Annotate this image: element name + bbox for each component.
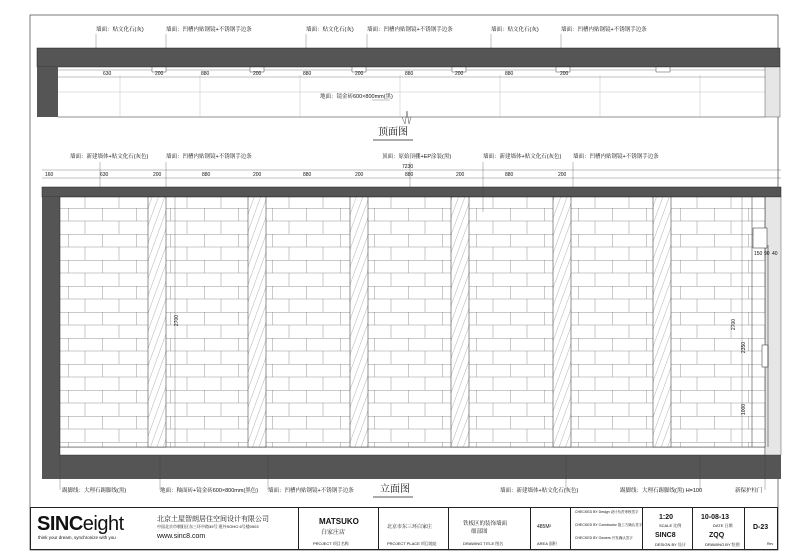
elevation-left-wall [42, 197, 60, 455]
sinc-logo [37, 514, 124, 535]
area-label: AREA 面积 [537, 541, 557, 546]
ceiling-dim: 880 [405, 71, 414, 77]
elev-dim: 200 [153, 172, 162, 178]
elev-bottom-label-2: 地面：釉面砖+镜金砖600×800mm(黑色) [160, 488, 259, 494]
sheet-cell [745, 508, 777, 549]
title-block [30, 507, 778, 550]
elev-dim: 880 [202, 172, 211, 178]
project-label: PROJECT 项目名称 [313, 541, 349, 546]
project-place: 北京市东三环白家庄 [387, 524, 433, 530]
elevation-ceiling-band [42, 187, 781, 197]
company-name: 北京土屋智朗居住空间设计有限公司 [157, 516, 269, 523]
designed-label: DESIGN BY 设计 [655, 542, 686, 547]
elev-dim: 200 [456, 172, 465, 178]
elev-top-label-5: 墙面：凹槽内贴钢镜+不锈钢手边条 [573, 154, 659, 160]
ceiling-label-6: 墙面：凹槽内贴钢镜+不锈钢手边条 [561, 27, 647, 33]
project-cell [299, 508, 379, 549]
elev-overall-dim: 7230 [402, 164, 414, 170]
elev-top-label-3: 顶面：原始顶棚+EP涂装(黑) [382, 154, 452, 160]
date-label: DATE 日期 [713, 523, 733, 528]
elev-dim: 880 [505, 172, 514, 178]
ceiling-dim: 200 [455, 71, 464, 77]
ceiling-dim: 630 [103, 71, 112, 77]
elev-bottom-label-5: 踢脚线：大理石踢脚线(黑) H=100 [620, 488, 703, 494]
rev-label: Rev [767, 542, 774, 546]
checked-constructor: CHECKED BY Constructor 施工方确认签字 [575, 523, 643, 527]
project-name: MATSUKO [319, 517, 359, 526]
ceiling-label-4: 墙面：凹槽内贴钢镜+不锈钢手边条 [367, 27, 453, 33]
elev-height-dim: 2700 [174, 314, 181, 327]
ceiling-floor-note: 地面：镜金砖600×800mm(黑) [320, 94, 393, 100]
sheet-number: D-23 [753, 524, 769, 531]
elev-bottom-label-6: 新保护柱门 [735, 488, 763, 494]
ceiling-plan [37, 34, 780, 140]
elev-top-label-2: 墙面：凹槽内贴钢镜+不锈钢手边条 [166, 154, 252, 160]
ceiling-label-3: 墙面：贴文化石(灰) [306, 27, 354, 33]
ceiling-dim: 200 [253, 71, 262, 77]
elev-right-dim: 2700 [731, 318, 738, 331]
drawn-by: ZQQ [709, 532, 725, 539]
place-cell [379, 508, 449, 549]
elev-dim: 880 [405, 172, 414, 178]
elev-dim: 630 [100, 172, 109, 178]
elev-right-dim: 1000 [741, 403, 748, 416]
area-cell [531, 508, 571, 549]
area-value: 485M² [537, 524, 552, 530]
ceiling-wall-band [37, 48, 780, 67]
drawn-label: DRAWING BY 绘图 [705, 542, 740, 547]
ceiling-dim: 200 [355, 71, 364, 77]
scale-cell [643, 508, 693, 549]
ceiling-label-5: 墙面：贴文化石(灰) [491, 27, 539, 33]
elev-bottom-label-1: 踢脚线：大理石踢脚线(黑) [62, 488, 127, 494]
ceiling-dim: 880 [303, 71, 312, 77]
elev-right-dim: 40 [772, 251, 778, 257]
elev-dim: 880 [303, 172, 312, 178]
logo-tagline: think your dream, synchronize with you [38, 535, 116, 540]
elevation-skirting [60, 447, 765, 455]
elevation-right-zone [765, 197, 781, 455]
date-value: 10-08-13 [701, 514, 730, 521]
ceiling-dim: 200 [560, 71, 569, 77]
ceiling-dim: 880 [505, 71, 514, 77]
company-address: 中国北京市朝阳区东三环中路39号 建外SOHO 6号楼0903 [157, 524, 259, 529]
elev-right-dim: 150 [754, 251, 763, 257]
ceiling-dim: 200 [155, 71, 164, 77]
elev-top-label-4: 墙面：新建墙体+贴文化石(灰色) [483, 154, 562, 160]
checked-design: CHECKED BY Design 设计负责审核签字 [575, 510, 639, 514]
scale-label: SCALE 比例 [659, 523, 682, 528]
elev-bottom-label-4: 墙面：新建墙体+贴文化石(灰色) [500, 488, 579, 494]
drawing-title: 铁板区的装饰墙面 [463, 521, 508, 527]
scale-value: 1:20 [659, 514, 674, 521]
elevation [42, 162, 781, 497]
company-website[interactable]: www.sinc8.com [157, 533, 206, 540]
elevation-title: 立面图 [380, 484, 410, 495]
ceiling-label-1: 墙面：贴文化石(灰) [96, 27, 144, 33]
ceiling-plan-title: 顶面图 [378, 127, 408, 138]
ceiling-label-2: 墙面：凹槽内贴钢镜+不锈钢手边条 [166, 27, 252, 33]
elevation-floor [42, 455, 781, 479]
elev-bottom-label-3: 墙面：凹槽内贴钢镜+不锈钢手边条 [268, 488, 354, 494]
checked-owners: CHECKED BY Owners 开发确认签字 [575, 536, 633, 540]
drawing-title-2: 细部图 [471, 529, 488, 535]
elev-top-label-1: 墙面：新建墙体+贴文化石(灰色) [70, 154, 149, 160]
checked-cell [571, 508, 643, 549]
elev-right-dim: 2350 [741, 341, 748, 354]
logo-cell [31, 508, 299, 549]
elev-dim: 200 [355, 172, 364, 178]
designed-by: SINC8 [655, 532, 676, 539]
ceiling-dim: 880 [201, 71, 210, 77]
elev-dim: 200 [558, 172, 567, 178]
date-cell [693, 508, 745, 549]
project-name-cn: 白家庄店 [321, 530, 346, 536]
elev-right-dim: 90 [764, 251, 770, 257]
ceiling-right-wall [765, 67, 780, 117]
ceiling-left-wall [37, 67, 58, 117]
logo-main: SINC [37, 513, 83, 535]
elev-dim: 200 [253, 172, 262, 178]
drawing-title-cell [449, 508, 531, 549]
logo-sub: eight [82, 513, 124, 535]
drawing-title-label: DRAWING TITLE 图名 [463, 541, 504, 546]
place-label: PROJECT PLACE 项目地址 [387, 541, 437, 546]
elev-dim: 160 [45, 172, 54, 178]
